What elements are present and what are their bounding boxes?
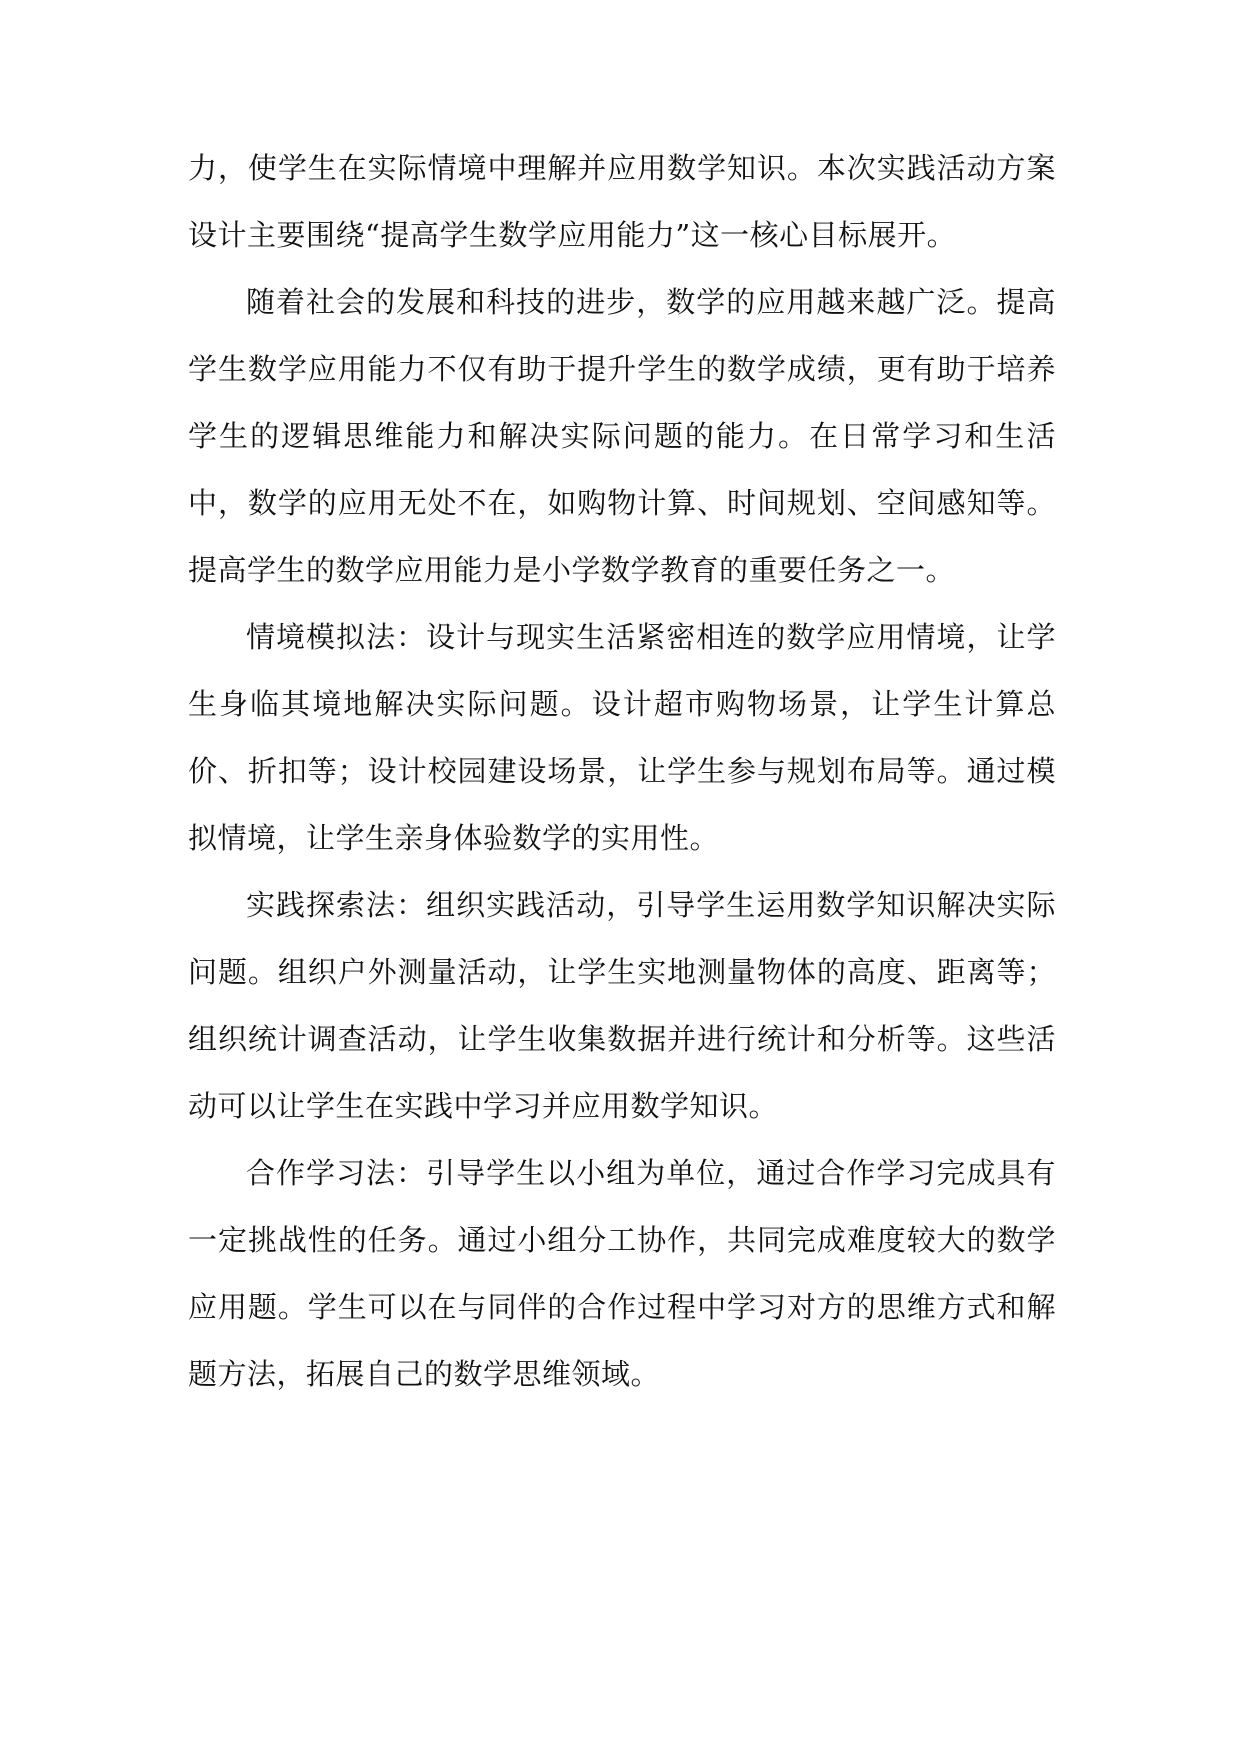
paragraph-1: 力，使学生在实际情境中理解并应用数学知识。本次实践活动方案设计主要围绕“提高学生数学应用能力”这一核心目标展开。 [188,151,1056,252]
paragraph-4: 实践探索法：组织实践活动，引导学生运用数学知识解决实际问题。组织户外测量活动，让学生实地测量物体的高度、距离等；组织统计调查活动，让学生收集数据并进行统计和分析等。这些活动可以让学生在实践中学习并应用数学知识。 [188,888,1056,1123]
document-body [188,135,1056,1408]
paragraph-2: 随着社会的发展和科技的进步，数学的应用越来越广泛。提高学生数学应用能力不仅有助于提升学生的数学成绩，更有助于培养学生的逻辑思维能力和解决实际问题的能力。在日常学习和生活中，数学的应用无处不在，如购物计算、时间规划、空间感知等。提高学生的数学应用能力是小学数学教育的重要任务之一。 [188,285,1056,587]
paragraph-5: 合作学习法：引导学生以小组为单位，通过合作学习完成具有一定挑战性的任务。通过小组分工协作，共同完成难度较大的数学应用题。学生可以在与同伴的合作过程中学习对方的思维方式和解题方法，拓展自己的数学思维领域。 [188,1156,1056,1391]
paragraph-3: 情境模拟法：设计与现实生活紧密相连的数学应用情境，让学生身临其境地解决实际问题。设计超市购物场景，让学生计算总价、折扣等；设计校园建设场景，让学生参与规划布局等。通过模拟情境，让学生亲身体验数学的实用性。 [188,620,1056,855]
